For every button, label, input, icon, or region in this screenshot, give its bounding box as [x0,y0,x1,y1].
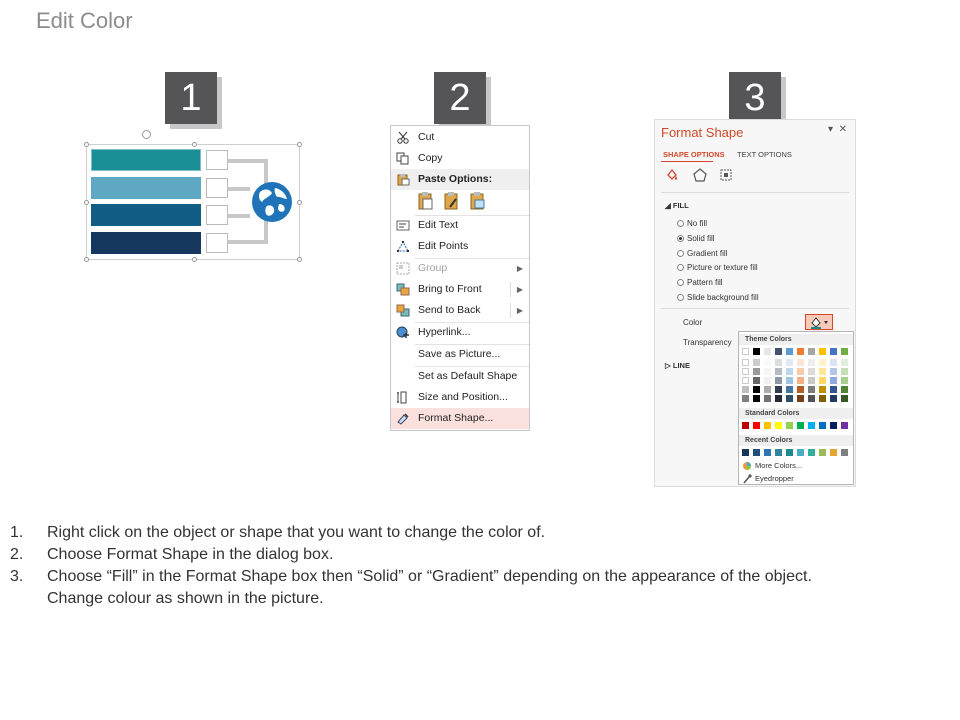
group-icon [396,262,410,275]
menu-label: Copy [418,152,443,164]
theme-color-shade-swatch[interactable] [797,368,804,375]
theme-color-shade-swatch[interactable] [841,377,848,384]
resize-handle[interactable] [297,142,302,147]
color-palette-popup [738,331,854,485]
theme-color-shade-swatch[interactable] [819,386,826,393]
format-shape-icon [396,412,410,425]
connector-line [228,187,250,191]
submenu-arrow-icon[interactable]: ▶ [516,285,523,294]
instruction-item [10,588,950,610]
radio-dot [677,220,684,227]
menu-item-send-to-back[interactable] [391,300,529,321]
menu-item-paste-options [391,169,529,190]
tab-text-options[interactable]: TEXT OPTIONS [737,150,792,159]
bring-front-icon [396,283,410,296]
theme-color-shade-swatch[interactable] [808,377,815,384]
theme-color-shade-swatch[interactable] [764,359,771,366]
active-tab-underline [661,161,713,162]
theme-color-shade-swatch[interactable] [830,395,837,402]
theme-color-swatch[interactable] [797,348,804,355]
theme-color-shade-swatch[interactable] [797,395,804,402]
standard-color-swatch[interactable] [830,422,837,429]
paste-keep-source-icon[interactable] [418,191,434,211]
context-menu [390,125,530,431]
menu-item-hyperlink[interactable] [391,322,529,343]
theme-color-shade-swatch[interactable] [764,377,771,384]
radio-label: Picture or texture fill [687,263,758,272]
menu-item-edit-text[interactable] [391,215,529,236]
menu-item-cut[interactable] [391,127,529,148]
size-position-icon [396,391,410,404]
instruction-text: Choose “Fill” in the Format Shape box then “Solid” or “Gradient” depending on the appearance of the object. [47,568,812,585]
color-label: Color [683,318,703,327]
fill-section-header[interactable]: ◢ FILL [665,201,689,210]
radio-pattern-fill[interactable] [677,278,723,287]
radio-dot [677,294,684,301]
theme-color-shade-swatch[interactable] [764,395,771,402]
instruction-number: 2. [10,546,24,563]
theme-color-shade-swatch[interactable] [830,359,837,366]
theme-color-swatch[interactable] [841,348,848,355]
instruction-item [10,566,950,588]
menu-label: Edit Text [418,219,459,231]
theme-color-shade-swatch[interactable] [819,359,826,366]
standard-color-swatch[interactable] [764,422,771,429]
color-bar-1[interactable] [91,149,201,171]
menu-item-group[interactable] [391,258,529,279]
theme-color-swatch[interactable] [753,348,760,355]
theme-color-shade-swatch[interactable] [742,359,749,366]
line-section-header[interactable]: ▷ LINE [665,361,690,370]
recent-color-swatch[interactable] [786,449,793,456]
theme-color-shade-swatch[interactable] [808,395,815,402]
theme-color-shade-swatch[interactable] [775,359,782,366]
color-bar-4[interactable] [91,232,201,254]
theme-color-shade-swatch[interactable] [786,395,793,402]
theme-color-shade-swatch[interactable] [841,395,848,402]
close-icon[interactable]: ✕ [838,124,847,135]
standard-color-swatch[interactable] [753,422,760,429]
resize-handle[interactable] [297,257,302,262]
submenu-arrow-icon: ▶ [516,264,523,273]
theme-color-shade-swatch[interactable] [808,359,815,366]
slide-title: Edit Color [36,8,133,33]
standard-color-swatch[interactable] [797,422,804,429]
paste-picture-icon[interactable] [470,191,486,211]
selected-shape-group[interactable] [84,128,306,264]
scissors-icon [396,131,410,144]
radio-dot-selected [677,235,684,242]
recent-color-swatch[interactable] [764,449,771,456]
resize-handle[interactable] [84,142,89,147]
radio-picture-fill[interactable] [677,263,758,272]
tab-shape-options[interactable]: SHAPE OPTIONS [663,150,725,159]
standard-color-swatch[interactable] [775,422,782,429]
menu-label: Set as Default Shape [418,370,518,382]
rotate-handle[interactable] [142,130,151,139]
edit-text-icon [396,219,410,232]
theme-color-swatch[interactable] [819,348,826,355]
resize-handle[interactable] [84,200,89,205]
theme-color-shade-swatch[interactable] [841,368,848,375]
theme-colors-label: Theme Colors [739,334,853,345]
theme-color-shade-swatch[interactable] [742,377,749,384]
fill-line-icon[interactable] [665,168,679,182]
connector-box [206,150,228,170]
color-bar-2[interactable] [91,177,201,199]
menu-split [510,303,511,318]
theme-color-shade-swatch[interactable] [797,359,804,366]
theme-color-shade-swatch[interactable] [742,386,749,393]
transparency-label: Transparency [683,338,732,347]
menu-label: Group [418,262,448,274]
connector-box [206,205,228,225]
standard-color-swatch[interactable] [841,422,848,429]
theme-color-shade-swatch[interactable] [808,386,815,393]
color-picker-button[interactable] [805,314,833,330]
theme-color-shade-swatch[interactable] [797,377,804,384]
menu-item-set-default-shape[interactable] [391,366,529,387]
theme-color-shade-swatch[interactable] [808,368,815,375]
theme-color-shade-swatch[interactable] [753,386,760,393]
step-badge-3: 3 [729,72,781,124]
menu-label: Save as Picture... [418,348,501,360]
menu-item-save-as-picture[interactable] [391,344,529,365]
recent-color-swatch[interactable] [797,449,804,456]
resize-handle[interactable] [192,257,197,262]
radio-no-fill[interactable] [677,219,707,228]
theme-color-shade-swatch[interactable] [775,377,782,384]
pane-divider [661,308,849,309]
instruction-item [10,544,950,566]
theme-color-shade-swatch[interactable] [819,368,826,375]
theme-color-shade-swatch[interactable] [764,386,771,393]
theme-color-shade-swatch[interactable] [830,368,837,375]
theme-color-shade-swatch[interactable] [841,386,848,393]
instruction-text: Choose Format Shape in the dialog box. [47,546,334,563]
radio-slide-background-fill[interactable] [677,293,759,302]
instruction-text: Change colour as shown in the picture. [47,590,324,607]
pane-title: Format Shape [661,125,744,140]
recent-color-swatch[interactable] [808,449,815,456]
instruction-text: Right click on the object or shape that you want to change the color of. [47,524,546,541]
instructions-list [10,522,950,610]
menu-label: Edit Points [418,240,469,252]
eyedropper-option[interactable]: Eyedropper [755,474,794,483]
menu-label: Bring to Front [418,283,482,295]
menu-label: Size and Position... [418,391,508,403]
menu-split [510,282,511,297]
theme-color-swatch[interactable] [808,348,815,355]
standard-colors-label: Standard Colors [739,408,853,419]
recent-color-swatch[interactable] [841,449,848,456]
theme-color-shade-swatch[interactable] [786,359,793,366]
standard-color-swatch[interactable] [742,422,749,429]
pane-divider [661,192,849,193]
standard-color-swatch[interactable] [786,422,793,429]
radio-label: Solid fill [687,234,715,243]
step-badge-2: 2 [434,72,486,124]
recent-colors-label: Recent Colors [739,435,853,446]
theme-color-swatch[interactable] [775,348,782,355]
resize-handle[interactable] [192,142,197,147]
copy-icon [396,152,410,165]
submenu-arrow-icon[interactable]: ▶ [516,306,523,315]
radio-dot [677,264,684,271]
theme-color-shade-swatch[interactable] [775,386,782,393]
recent-color-swatch[interactable] [753,449,760,456]
standard-color-swatch[interactable] [808,422,815,429]
instruction-item [10,522,950,544]
theme-color-shade-swatch[interactable] [742,395,749,402]
connector-box [206,233,228,253]
connector-line [228,159,268,163]
menu-label: Cut [418,131,435,143]
menu-item-copy[interactable] [391,148,529,169]
fill-section-label: FILL [672,201,689,210]
theme-color-shade-swatch[interactable] [819,395,826,402]
radio-label: Pattern fill [687,278,723,287]
theme-color-shade-swatch[interactable] [830,386,837,393]
recent-color-swatch[interactable] [775,449,782,456]
theme-color-shade-swatch[interactable] [786,377,793,384]
recent-color-swatch[interactable] [830,449,837,456]
resize-handle[interactable] [297,200,302,205]
line-section-label: LINE [672,361,690,370]
size-properties-icon[interactable] [719,168,733,182]
theme-color-shade-swatch[interactable] [775,395,782,402]
menu-item-bring-to-front[interactable] [391,279,529,300]
theme-color-shade-swatch[interactable] [742,368,749,375]
theme-color-shade-swatch[interactable] [775,368,782,375]
instruction-number: 1. [10,524,24,541]
color-bar-3[interactable] [91,204,201,226]
theme-color-shade-swatch[interactable] [830,377,837,384]
connector-line [228,240,268,244]
globe-icon [250,180,294,224]
resize-handle[interactable] [84,257,89,262]
recent-color-swatch[interactable] [819,449,826,456]
theme-color-shade-swatch[interactable] [786,386,793,393]
theme-color-shade-swatch[interactable] [841,359,848,366]
more-colors-option[interactable]: More Colors... [755,461,803,470]
menu-label: Send to Back [418,304,481,316]
theme-color-shade-swatch[interactable] [786,368,793,375]
theme-color-shade-swatch[interactable] [753,377,760,384]
theme-color-shade-swatch[interactable] [797,386,804,393]
pane-options-icon[interactable]: ▾ [828,124,834,135]
radio-gradient-fill[interactable] [677,249,727,258]
standard-color-swatch[interactable] [819,422,826,429]
radio-dot [677,250,684,257]
radio-solid-fill[interactable] [677,234,715,243]
radio-dot [677,279,684,286]
theme-color-swatch[interactable] [764,348,771,355]
effects-icon[interactable] [693,168,707,182]
theme-color-shade-swatch[interactable] [753,395,760,402]
connector-box [206,178,228,198]
theme-color-shade-swatch[interactable] [753,368,760,375]
menu-label: Paste Options: [418,173,493,185]
theme-color-swatch[interactable] [742,348,749,355]
theme-color-shade-swatch[interactable] [753,359,760,366]
menu-item-edit-points[interactable] [391,236,529,257]
theme-color-shade-swatch[interactable] [819,377,826,384]
radio-label: No fill [687,219,708,228]
clipboard-icon [396,173,410,186]
edit-points-icon [396,240,410,253]
hyperlink-icon [396,326,410,339]
theme-color-shade-swatch[interactable] [764,368,771,375]
menu-item-size-and-position[interactable] [391,387,529,408]
pane-controls [828,124,847,135]
paste-destination-icon[interactable] [444,191,460,211]
radio-label: Slide background fill [687,293,759,302]
menu-label: Hyperlink... [418,326,471,338]
menu-label: Format Shape... [418,412,494,424]
instruction-number: 3. [10,568,24,585]
color-wheel-icon [742,461,752,471]
theme-color-swatch[interactable] [786,348,793,355]
send-back-icon [396,304,410,317]
connector-line [228,214,250,218]
menu-item-format-shape[interactable] [391,408,529,429]
recent-color-swatch[interactable] [742,449,749,456]
step-badge-1: 1 [165,72,217,124]
theme-color-swatch[interactable] [830,348,837,355]
eyedropper-icon [742,474,752,484]
radio-label: Gradient fill [687,249,728,258]
paint-bucket-icon [809,316,831,329]
